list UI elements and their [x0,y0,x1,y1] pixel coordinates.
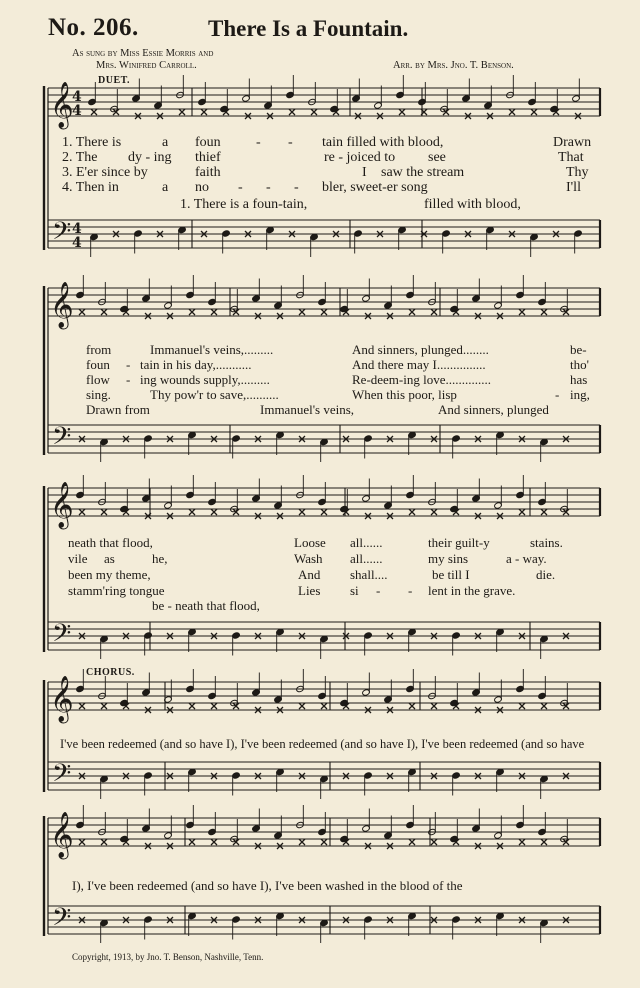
lyric-word: 1. There is a foun-tain, [180,197,308,212]
shape-note-head [299,703,305,709]
lyric-word: foun [195,135,221,150]
chorus-label: CHORUS. [86,667,135,678]
shape-note-head [541,703,547,709]
lyric-word: has [570,372,588,387]
shape-note-head [409,509,415,515]
lyric-word: bler, sweet-er song [322,180,428,195]
treble-clef: 𝄞 [50,82,74,128]
lyric-word: I [362,165,367,180]
lyric-word: sing. [86,387,111,402]
lyric-word: no [195,180,209,195]
lyric-word: 4. Then in [62,180,119,195]
shape-note-head [189,839,195,845]
performer-credit-line-2: Mrs. Winifred Carroll. [96,60,197,71]
bass-clef: 𝄢 [52,903,72,938]
shape-note-head [409,839,415,845]
shape-note-head [189,309,195,315]
lyric-word: ing, [570,387,590,402]
lyric-word: a [162,180,169,195]
shape-note-head [321,309,327,315]
lyric-word: And sinners, plunged........ [352,342,489,357]
lyric-word: all...... [350,535,383,550]
shape-note-head [211,703,217,709]
lyric-word: faith [195,165,221,180]
lyric-word: be- [570,342,587,357]
shape-note-head [91,109,97,115]
shape-note-head [431,509,437,515]
shape-note-head [519,703,525,709]
shape-note-head [101,309,107,315]
lyric-word: si [350,583,359,598]
shape-note-head [211,839,217,845]
lyric-word: tain filled with blood, [322,135,444,150]
time-signature: 4 [72,89,82,105]
lyric-word: a - way. [506,551,547,566]
shape-note-head [311,109,317,115]
lyric-word: 3. E'er since by [62,165,148,180]
shape-note-head [321,839,327,845]
lyric-word: their guilt-y [428,535,490,550]
shape-note-head [79,703,85,709]
shape-note-head [79,309,85,315]
lyric-word: - [266,180,271,195]
shape-note-head [101,703,107,709]
shape-note-head [399,109,405,115]
lyric-word: Wash [294,551,323,566]
shape-note-head [431,703,437,709]
treble-clef: 𝄞 [50,676,74,722]
lyric-word: die. [536,567,556,582]
shape-note-head [519,839,525,845]
copyright-notice: Copyright, 1913, by Jno. T. Benson, Nashville, Tenn. [72,952,264,962]
lyric-word: Drawn [553,135,592,150]
chorus-lyric-line-1: I've been redeemed (and so have I), I've been redeemed (and so have I), I've been redeemed (and so have [60,737,585,751]
lyric-word: he, [152,551,168,566]
shape-note-head [509,109,515,115]
time-signature: 4 [72,221,82,237]
lyric-word: be - neath that flood, [152,598,260,613]
shape-note-head [79,839,85,845]
shape-note-head [101,839,107,845]
lyric-word: saw the stream [381,165,465,180]
hymn-title: There Is a Fountain. [208,16,409,41]
treble-clef: 𝄞 [50,482,74,528]
lyric-word: Immanuel's veins,......... [150,342,274,357]
lyric-word: Thy pow'r to save,.......... [150,387,279,402]
shape-note-head [299,509,305,515]
lyric-word: 2. The [62,150,98,165]
lyric-word: be till I [432,567,470,582]
lyric-word: tain in his day,........... [140,357,252,372]
lyric-word: shall.... [350,567,388,582]
shape-note-head [289,109,295,115]
lyric-word: stains. [530,535,563,550]
lyric-word: - [238,180,243,195]
duet-label: DUET. [98,75,131,86]
lyric-word: from [86,342,112,357]
lyric-word: Loose [294,535,326,550]
lyric-word: Re-deem-ing love.............. [352,372,491,387]
shape-note-head [179,109,185,115]
lyric-word: - [408,583,413,598]
shape-note-head [409,703,415,709]
lyric-word: - [555,387,560,402]
lyric-word: - [376,583,381,598]
shape-note-head [79,509,85,515]
shape-note-head [519,309,525,315]
bass-clef: 𝄢 [52,217,72,252]
lyric-word: filled with blood, [424,197,521,212]
lyric-word: And [298,567,321,582]
shape-note-head [299,839,305,845]
bass-clef: 𝄢 [52,619,72,654]
shape-note-head [211,309,217,315]
lyric-word: ing wounds supply,......... [140,372,270,387]
lyric-word: been my theme, [68,567,151,582]
lyric-word: And there may I............... [352,357,486,372]
shape-note-head [201,109,207,115]
lyric-word: - [294,180,299,195]
shape-note-head [189,509,195,515]
shape-note-head [101,509,107,515]
lyric-word: Immanuel's veins, [260,402,355,417]
lyric-word: see [428,150,446,165]
shape-note-head [531,109,537,115]
treble-clef: 𝄞 [50,282,74,328]
lyric-word: neath that flood, [68,535,153,550]
lyric-word: I'll [566,180,581,195]
shape-note-head [321,703,327,709]
shape-note-head [189,703,195,709]
time-signature: 4 [72,103,82,119]
shape-note-head [541,509,547,515]
shape-note-head [541,839,547,845]
lyric-word: stamm'ring tongue [68,583,165,598]
time-signature: 4 [72,235,82,251]
shape-note-head [431,839,437,845]
lyric-word: foun [86,357,110,372]
lyric-word: lent in the grave. [428,583,516,598]
lyric-word: And sinners, plunged [438,402,549,417]
lyric-word: That [558,150,584,165]
shape-note-head [321,509,327,515]
lyric-word: tho' [570,357,589,372]
lyric-word: - [256,135,261,150]
lyric-word: Thy [566,165,589,180]
arranger-credit: Arr. by Mrs. Jno. T. Benson. [393,60,514,71]
hymn-number: No. 206. [48,14,139,41]
shape-note-head [431,309,437,315]
shape-note-head [211,509,217,515]
shape-note-head [541,309,547,315]
lyric-word: flow [86,372,110,387]
lyric-word: - [126,357,131,372]
lyric-word: a [162,135,169,150]
lyric-word: Lies [298,583,321,598]
lyric-word: my sins [428,551,469,566]
lyric-word: all...... [350,551,383,566]
treble-clef: 𝄞 [50,812,74,858]
shape-note-head [299,309,305,315]
lyric-word: - [126,372,131,387]
bass-clef: 𝄢 [52,759,72,794]
lyric-word: vile [68,551,88,566]
lyric-word: - [288,135,293,150]
bass-clef: 𝄢 [52,422,72,457]
lyric-word: as [104,551,115,566]
lyric-word: re - joiced to [324,150,396,165]
chorus-lyric-line-2: I), I've been redeemed (and so have I), I've been washed in the blood of the [72,878,463,893]
lyric-word: Drawn from [86,402,150,417]
lyric-word: dy - ing [128,150,172,165]
lyric-word: When this poor, lisp [352,387,457,402]
lyric-word: 1. There is [62,135,122,150]
shape-note-head [409,309,415,315]
shape-note-head [519,509,525,515]
lyric-word: thief [195,150,221,165]
performer-credit-line-1: As sung by Miss Essie Morris and [72,48,214,59]
